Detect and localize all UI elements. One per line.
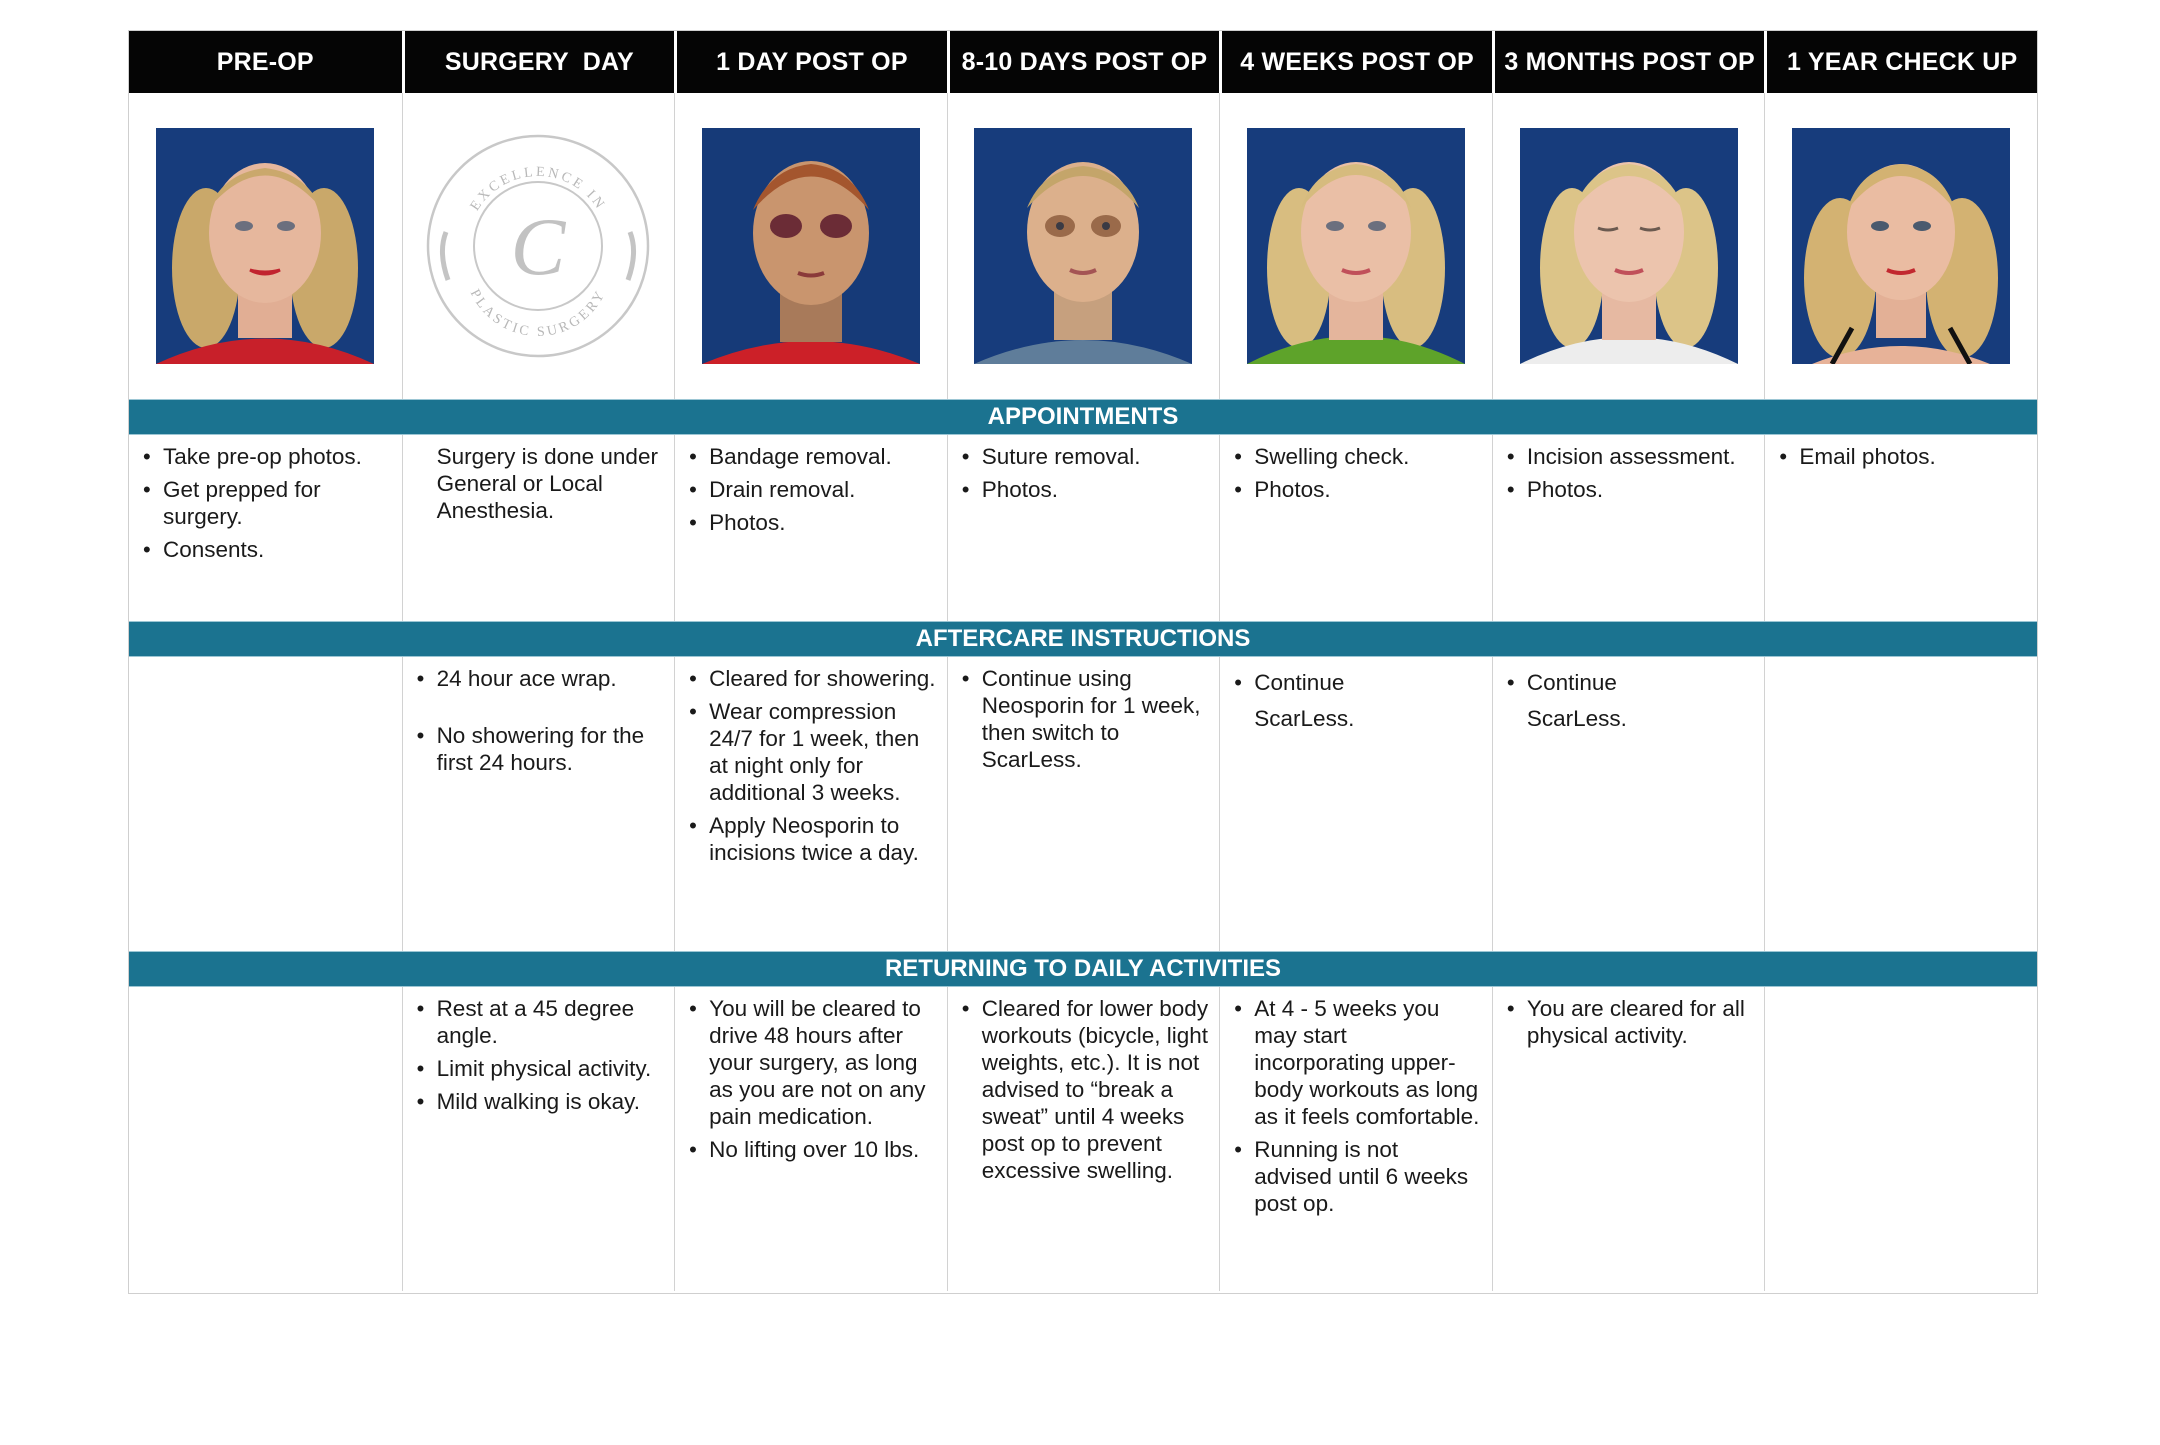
patient-photo-8-10-days [974, 128, 1192, 364]
photo-cell-surgery-day [402, 93, 675, 399]
aftercare-cell-8-10-days [947, 657, 1220, 951]
list-item: • Bandage removal. [689, 443, 937, 470]
column-header-8-10-days: 8-10 DAYS POST OP [947, 31, 1220, 93]
patient-photo-pre-op [156, 128, 374, 364]
list-item: • Photos. [1507, 476, 1755, 503]
list-item: • Photos. [689, 509, 937, 536]
list-item: • Continue ScarLess. [1507, 665, 1647, 737]
patient-photo-3-months [1520, 128, 1738, 364]
list-item: • 24 hour ace wrap. [417, 665, 665, 692]
timeline-header-row [129, 31, 2037, 93]
daily-cell-3-months [1492, 987, 1765, 1291]
appointments-cell-1-year [1764, 435, 2037, 621]
daily-activities-row [129, 987, 2037, 1291]
appointments-cell-4-weeks [1219, 435, 1492, 621]
daily-cell-pre-op [129, 987, 402, 1291]
list-item: • No showering for the first 24 hours. [417, 722, 665, 776]
list-item: • Apply Neosporin to incisions twice a day. [689, 812, 937, 866]
list-item: • You are cleared for all physical activity. [1507, 995, 1755, 1049]
photo-cell-8-10-days [947, 93, 1220, 399]
appointments-cell-8-10-days [947, 435, 1220, 621]
aftercare-cell-1-year [1764, 657, 2037, 951]
daily-cell-8-10-days [947, 987, 1220, 1291]
aftercare-cell-surgery-day [402, 657, 675, 951]
daily-cell-surgery-day [402, 987, 675, 1291]
list-item: • Take pre-op photos. [143, 443, 392, 470]
list-item: • Get prepped for surgery. [143, 476, 392, 530]
svg-text:C: C [510, 201, 566, 292]
aftercare-row [129, 657, 2037, 951]
section-band-appointments: APPOINTMENTS [129, 399, 2037, 435]
list-item: • Photos. [962, 476, 1210, 503]
list-item: • Mild walking is okay. [417, 1088, 665, 1115]
column-header-1-year: 1 YEAR CHECK UP [1764, 31, 2037, 93]
aftercare-cell-3-months [1492, 657, 1765, 951]
patient-photo-1-year [1792, 128, 2010, 364]
list-item: • Wear compression 24/7 for 1 week, then at night only for additional 3 weeks. [689, 698, 937, 806]
list-item: • Running is not advised until 6 weeks post op. [1234, 1136, 1482, 1217]
list-item: • Rest at a 45 degree angle. [417, 995, 665, 1049]
recovery-timeline-table [128, 30, 2038, 1294]
section-band-aftercare: AFTERCARE INSTRUCTIONS [129, 621, 2037, 657]
list-item: • Incision assessment. [1507, 443, 1755, 470]
column-header-1-day: 1 DAY POST OP [674, 31, 947, 93]
photo-cell-1-year [1764, 93, 2037, 399]
aftercare-cell-pre-op [129, 657, 402, 951]
column-header-4-weeks: 4 WEEKS POST OP [1219, 31, 1492, 93]
appointments-cell-pre-op [129, 435, 402, 621]
section-band-daily-activities: RETURNING TO DAILY ACTIVITIES [129, 951, 2037, 987]
list-item: • Swelling check. [1234, 443, 1482, 470]
svg-text:PLASTIC SURGERY: PLASTIC SURGERY [467, 286, 610, 341]
list-item: • Suture removal. [962, 443, 1210, 470]
surgery-note: Surgery is done under General or Local Anesthesia. [436, 444, 658, 523]
daily-cell-4-weeks [1219, 987, 1492, 1291]
appointments-cell-surgery-day [402, 435, 675, 621]
list-item: • Continue ScarLess. [1234, 665, 1374, 737]
patient-photo-1-day [702, 128, 920, 364]
photo-cell-pre-op [129, 93, 402, 399]
aftercare-cell-4-weeks [1219, 657, 1492, 951]
svg-text:EXCELLENCE IN: EXCELLENCE IN [468, 164, 609, 214]
list-item: • You will be cleared to drive 48 hours after your surgery, as long as you are not on any pain medication. [689, 995, 937, 1130]
list-item: • Cleared for lower body workouts (bicycle, light weights, etc.). It is not advised to “break a sweat” until 4 weeks post op to prevent excessive swelling. [962, 995, 1210, 1184]
photo-cell-3-months [1492, 93, 1765, 399]
list-item: • No lifting over 10 lbs. [689, 1136, 937, 1163]
list-item: • Continue using Neosporin for 1 week, then switch to ScarLess. [962, 665, 1210, 773]
list-item: • Consents. [143, 536, 392, 563]
photo-row [129, 93, 2037, 399]
daily-cell-1-year [1764, 987, 2037, 1291]
column-header-pre-op: PRE-OP [129, 31, 402, 93]
appointments-row [129, 435, 2037, 621]
list-item: • Email photos. [1779, 443, 2027, 470]
column-header-surgery-day: SURGERY DAY [402, 31, 675, 93]
clinic-logo-icon [424, 132, 652, 360]
aftercare-cell-1-day [674, 657, 947, 951]
column-header-3-months: 3 MONTHS POST OP [1492, 31, 1765, 93]
appointments-cell-1-day [674, 435, 947, 621]
appointments-cell-3-months [1492, 435, 1765, 621]
list-item: • Drain removal. [689, 476, 937, 503]
list-item: • Limit physical activity. [417, 1055, 665, 1082]
list-item: • Cleared for showering. [689, 665, 937, 692]
list-item: • At 4 - 5 weeks you may start incorporating upper-body workouts as long as it feels comfortable. [1234, 995, 1482, 1130]
photo-cell-4-weeks [1219, 93, 1492, 399]
photo-cell-1-day [674, 93, 947, 399]
list-item: • Photos. [1234, 476, 1482, 503]
daily-cell-1-day [674, 987, 947, 1291]
patient-photo-4-weeks [1247, 128, 1465, 364]
